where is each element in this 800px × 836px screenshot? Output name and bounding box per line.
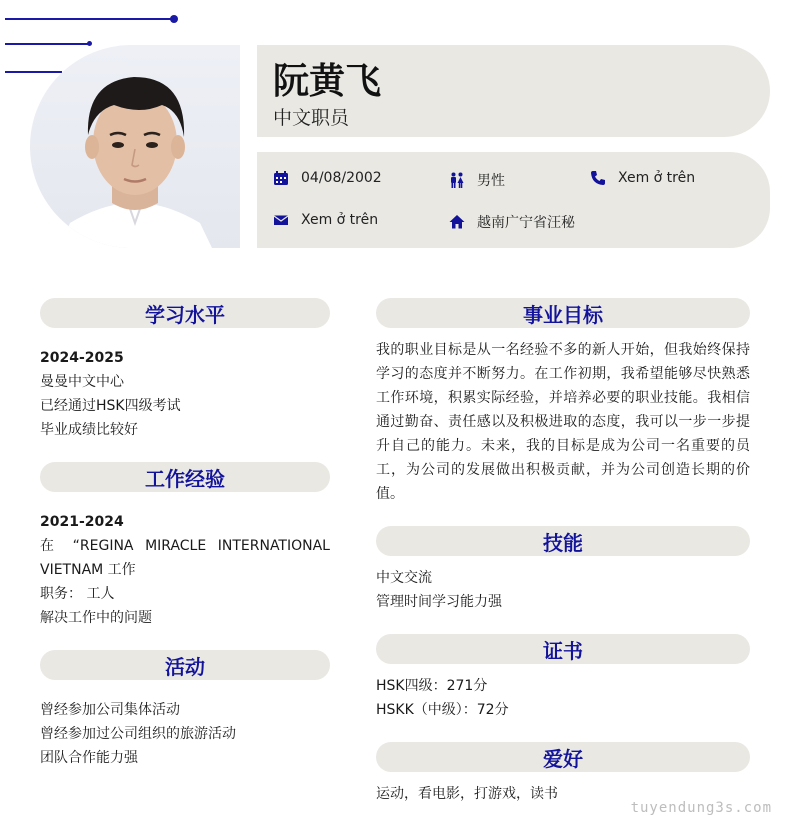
hobbies-heading: 爱好 — [376, 742, 750, 772]
objective-line: 我的职业目标是从一名经验不多的新人开始，但我始终保持 — [376, 342, 750, 358]
home-icon — [449, 214, 465, 230]
objective-line: 学习的态度并不断努力。在工作初期，我希望能够尽快熟悉 — [376, 366, 750, 382]
certificate-line: HSKK（中级）：72分 — [376, 702, 509, 718]
skill-line: 中文交流 — [376, 570, 432, 586]
experience-company-cont: VIETNAM 工作 — [40, 562, 136, 578]
skills-heading: 技能 — [376, 526, 750, 556]
name-panel — [257, 45, 770, 137]
email-row — [273, 212, 378, 228]
activity-line: 团队合作能力强 — [40, 750, 138, 766]
education-line: 已经通过HSK四级考试 — [40, 398, 181, 414]
objective-line: 通过勤奋、责任感以及积极进取的态度，我可以一步一步提 — [376, 414, 750, 430]
activities-section — [40, 698, 330, 770]
hobby-line: 运动，看电影，打游戏，读书 — [376, 786, 558, 802]
phone-icon — [590, 170, 606, 186]
gender-value: 男性 — [477, 173, 505, 189]
watermark: tuyendung3s.com — [630, 800, 772, 816]
decor-line-1 — [5, 18, 173, 20]
decor-dot-2 — [87, 41, 92, 46]
education-heading: 学习水平 — [40, 298, 330, 328]
certificates-heading: 证书 — [376, 634, 750, 664]
address-row — [449, 212, 575, 232]
education-section — [40, 346, 330, 442]
objective-heading: 事业目标 — [376, 298, 750, 328]
gender-row — [449, 170, 505, 190]
experience-line: 解决工作中的问题 — [40, 610, 152, 626]
activity-line: 曾经参加公司集体活动 — [40, 702, 180, 718]
education-line: 毕业成绩比较好 — [40, 422, 138, 438]
experience-company: 在 “REGINA MIRACLE INTERNATIONAL — [40, 538, 330, 554]
education-period: 2024-2025 — [40, 350, 124, 366]
job-title: 中文职员 — [273, 107, 350, 129]
birthday-row — [273, 170, 382, 186]
mail-icon — [273, 212, 289, 228]
contact-panel — [257, 152, 770, 248]
decor-line-3 — [5, 71, 62, 73]
objective-line: 工作环境，积累实际经验，并培养必要的职业技能。我相信 — [376, 390, 750, 406]
birthday-value: 04/08/2002 — [301, 170, 382, 186]
email-value: Xem ở trên — [301, 212, 379, 228]
skills-section — [376, 566, 750, 614]
full-name: 阮黄飞 — [273, 61, 382, 102]
objective-line: 值。 — [376, 486, 404, 502]
education-line: 曼曼中文中心 — [40, 374, 124, 390]
experience-heading: 工作经验 — [40, 462, 330, 492]
experience-section — [40, 510, 330, 630]
experience-period: 2021-2024 — [40, 514, 124, 530]
calendar-icon — [273, 170, 289, 186]
activity-line: 曾经参加过公司组织的旅游活动 — [40, 726, 236, 742]
certificate-line: HSK四级：271分 — [376, 678, 488, 694]
objective-line: 升自己的能力。未来，我的目标是成为公司一名重要的员 — [376, 438, 750, 454]
address-value: 越南广宁省汪秘 — [477, 215, 575, 231]
decor-line-2 — [5, 43, 90, 45]
decor-dot-1 — [170, 15, 178, 23]
certificates-section — [376, 674, 750, 722]
phone-value: Xem ở trên — [618, 170, 696, 186]
phone-row — [590, 170, 695, 186]
experience-line: 职务： 工人 — [40, 586, 115, 602]
gender-icon — [449, 172, 465, 188]
skill-line: 管理时间学习能力强 — [376, 594, 502, 610]
activities-heading: 活动 — [40, 650, 330, 680]
objective-line: 工，为公司的发展做出积极贡献，并为公司创造长期的价 — [376, 462, 750, 478]
objective-section — [376, 338, 750, 506]
profile-photo — [30, 45, 240, 248]
